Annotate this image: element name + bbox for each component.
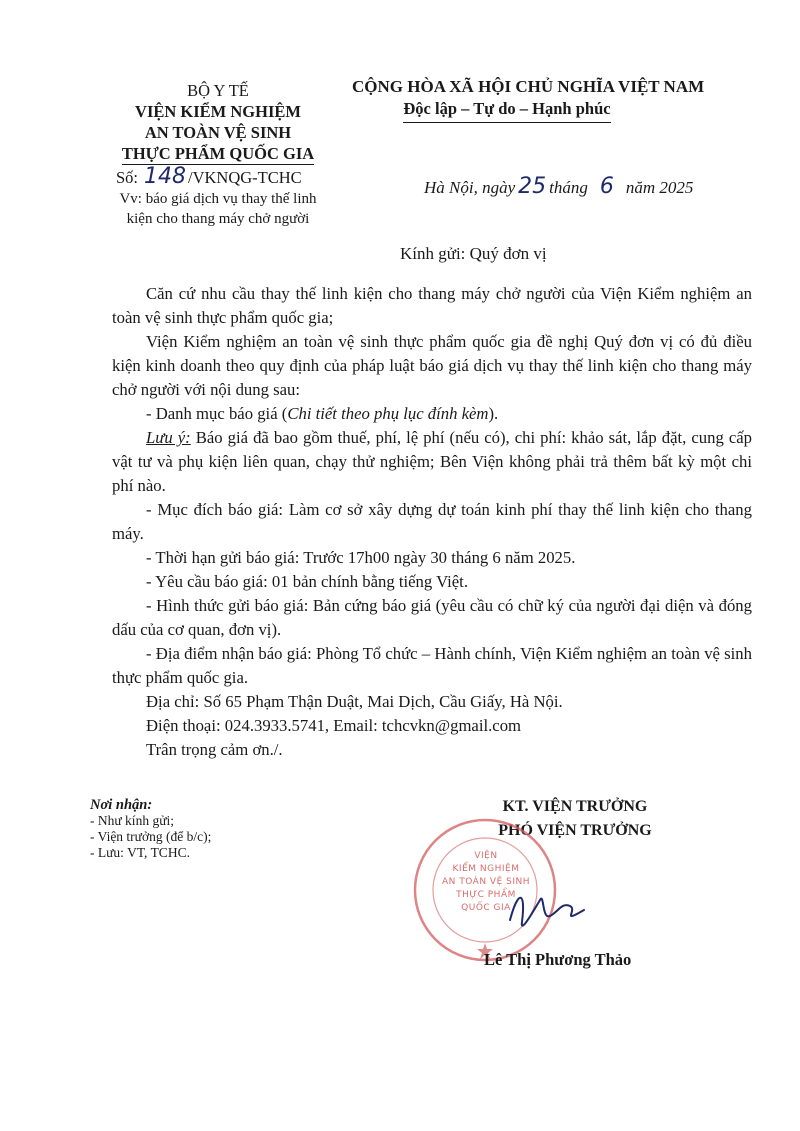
ministry-name: BỘ Y TẾ [187, 81, 249, 100]
handwritten-day: 25 [518, 174, 547, 199]
note-label: Lưu ý: [146, 428, 191, 447]
subject-line1: Vv: báo giá dịch vụ thay thế linh [119, 191, 317, 207]
body-paragraph-7: - Yêu cầu báo giá: 01 bản chính bằng tiếng Việt. [146, 572, 468, 591]
recipient-item: - Như kính gửi; [90, 813, 175, 828]
body-paragraph-1: Căn cứ nhu cầu thay thế linh kiện cho thang máy chở người của Viện Kiểm nghiệm an toàn vệ sinh thực phẩm quốc gia; [112, 284, 752, 327]
number-label: Số: [116, 168, 139, 187]
stamp-line: VIỆN [474, 851, 498, 861]
document-number [116, 166, 348, 188]
list-prefix: - Danh mục báo giá ( [146, 404, 288, 423]
closing-line: Trân trọng cảm ơn./. [146, 740, 283, 759]
list-suffix: ). [488, 404, 499, 423]
institute-name-line1: VIỆN KIỂM NGHIỆM [135, 102, 301, 121]
country-name: CỘNG HÒA XÃ HỘI CHỦ NGHĨA VIỆT NAM [352, 77, 705, 96]
list-italic-note: Chi tiết theo phụ lục đính kèm [287, 404, 489, 423]
signatory-line2: PHÓ VIỆN TRƯỞNG [498, 822, 652, 839]
subject-line2: kiện cho thang máy chở người [126, 211, 310, 227]
note-text: Báo giá đã bao gồm thuế, phí, lệ phí (nếu có), chi phí: khảo sát, lắp đặt, cung cấp vật tư và phụ kiện liên quan, chạy thử nghiệm; Bên Viện không phải trả thêm bất kỳ một chi phí nào. [112, 428, 752, 495]
institute-name-line3-text: THỰC PHẨM QUỐC GIA [121, 144, 315, 163]
issue-date [424, 174, 693, 199]
signatory-name: Lê Thị Phương Thảo [484, 950, 632, 969]
stamp-line: AN TOÀN VỆ SINH [442, 877, 530, 887]
recipients-list [90, 797, 211, 861]
stamp-line: KIỂM NGHIỆM [452, 864, 520, 874]
phone-email-line: Điện thoại: 024.3933.5741, Email: tchcvkn@gmail.com [146, 716, 522, 735]
body-paragraph-6: - Thời hạn gửi báo giá: Trước 17h00 ngày 30 tháng 6 năm 2025. [146, 548, 576, 567]
national-motto: Độc lập – Tự do – Hạnh phúc [403, 98, 610, 123]
handwritten-signature-icon [500, 880, 590, 940]
body-paragraph-4 [112, 426, 752, 498]
body-paragraph-3 [112, 402, 752, 426]
stamp-line: QUỐC GIA [461, 903, 511, 913]
stamp-line: THỰC PHẨM [456, 890, 516, 900]
body-paragraph-5: - Mục đích báo giá: Làm cơ sở xây dựng dự toán kinh phí thay thế linh kiện cho thang máy. [112, 500, 752, 543]
recipient-line: Kính gửi: Quý đơn vị [400, 244, 547, 263]
number-suffix: /VKNQG-TCHC [188, 168, 302, 187]
handwritten-number: 148 [144, 164, 187, 189]
year-text: năm 2025 [625, 178, 694, 197]
letter-body [112, 282, 752, 762]
body-paragraph-2: Viện Kiểm nghiệm an toàn vệ sinh thực phẩm quốc gia đề nghị Quý đơn vị có đủ điều kiện kinh doanh theo quy định của pháp luật báo giá dịch vụ thay thế linh kiện cho thang máy chở người với nội dung sau: [112, 332, 752, 399]
issuer-header [88, 80, 348, 228]
recipient-item: - Lưu: VT, TCHC. [90, 845, 190, 860]
institute-name-line2: AN TOÀN VỆ SINH [144, 123, 292, 142]
date-prefix: Hà Nội, ngày [424, 178, 516, 197]
recipients-title: Nơi nhận: [90, 797, 153, 813]
national-header [352, 76, 705, 123]
address-line: Địa chỉ: Số 65 Phạm Thận Duật, Mai Dịch, Cầu Giấy, Hà Nội. [146, 692, 563, 711]
recipient-item: - Viện trưởng (để b/c); [90, 829, 212, 844]
institute-name-line3 [88, 143, 348, 164]
body-paragraph-8: - Hình thức gửi báo giá: Bản cứng báo giá (yêu cầu có chữ ký của người đại diện và đóng dấu của cơ quan, đơn vị). [112, 596, 752, 639]
month-label: tháng [549, 178, 588, 197]
signatory-line1: KT. VIỆN TRƯỞNG [502, 798, 648, 815]
body-paragraph-9: - Địa điểm nhận báo giá: Phòng Tổ chức – Hành chính, Viện Kiểm nghiệm an toàn vệ sinh thực phẩm quốc gia. [112, 644, 752, 687]
handwritten-month: 6 [599, 174, 614, 199]
